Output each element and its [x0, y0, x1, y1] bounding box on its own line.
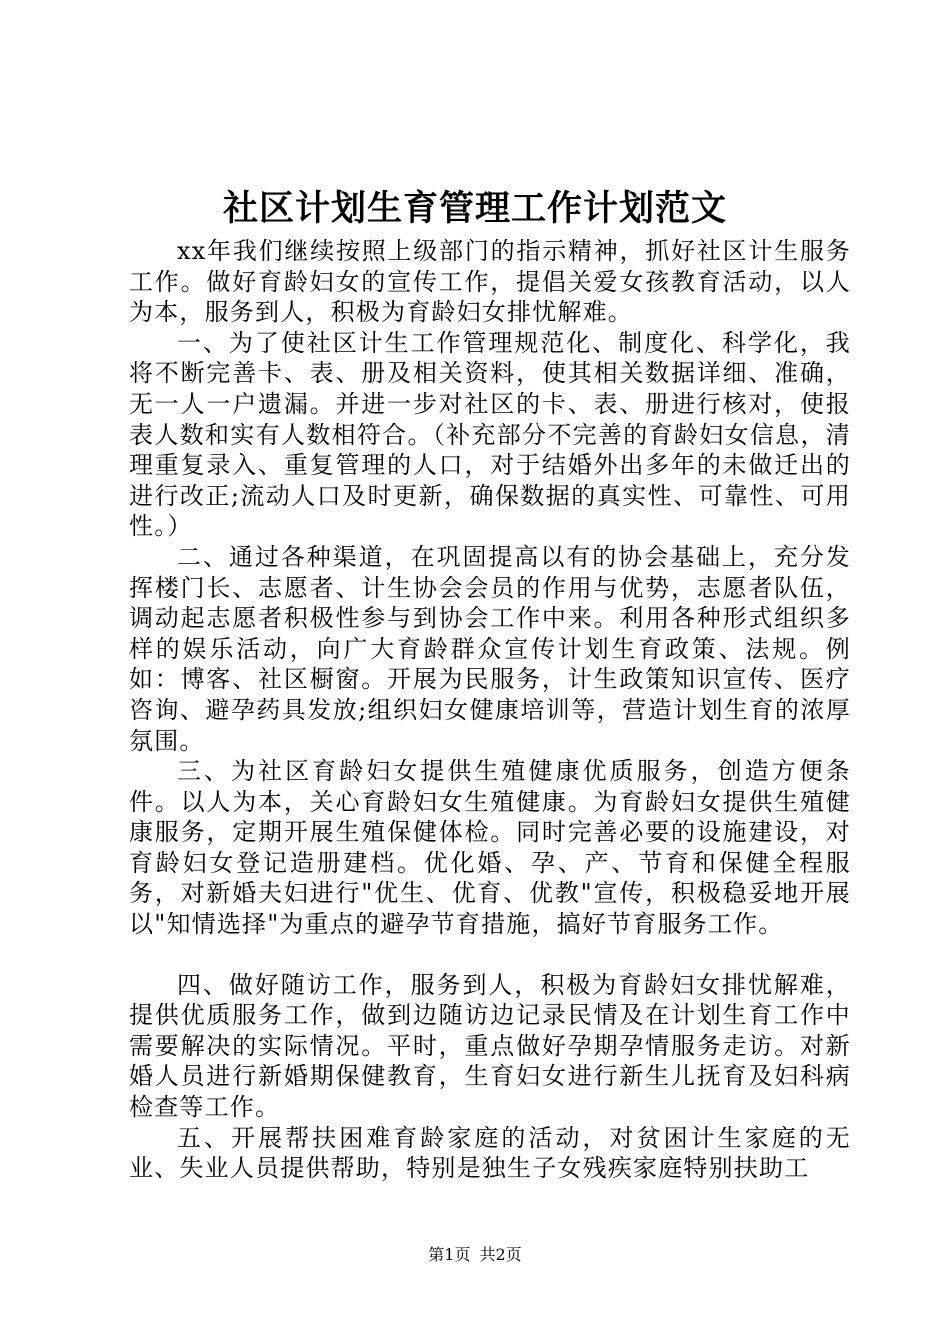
paragraph-spacer [129, 940, 851, 970]
paragraph-item-3: 三、为社区育龄妇女提供生殖健康优质服务，创造方便条件。以人为本，关心育龄妇女生殖健康。为育龄妇女提供生殖健康服务，定期开展生殖保健体检。同时完善必要的设施建设，对育龄妇女登记造册建档。优化婚、孕、产、节育和保健全程服务，对新婚夫妇进行"优生、优育、优教"宣传，积极稳妥地开展以"知情选择"为重点的避孕节育措施，搞好节育服务工作。 [129, 757, 851, 939]
paragraph-item-1: 一、为了使社区计生工作管理规范化、制度化、科学化，我将不断完善卡、表、册及相关资料，使其相关数据详细、准确，无一人一户遗漏。并进一步对社区的卡、表、册进行核对，使报表人数和实有人数相符合。（补充部分不完善的育龄妇女信息，清理重复录入、重复管理的人口，对于结婚外出多年的未做迁出的进行改正;流动人口及时更新，确保数据的真实性、可靠性、可用性。） [129, 328, 851, 541]
paragraph-intro: xx年我们继续按照上级部门的指示精神，抓好社区计生服务工作。做好育龄妇女的宣传工作，提倡关爱女孩教育活动，以人为本，服务到人，积极为育龄妇女排忧解难。 [129, 237, 851, 327]
paragraph-item-4: 四、做好随访工作，服务到人，积极为育龄妇女排忧解难，提供优质服务工作，做到边随访边记录民情及在计划生育工作中需要解决的实际情况。平时，重点做好孕期孕情服务走访。对新婚人员进行新婚期保健教育，生育妇女进行新生儿抚育及妇科病检查等工作。 [129, 970, 851, 1122]
document-body [129, 236, 851, 1184]
document-title: 社区计划生育管理工作计划范文 [222, 188, 727, 229]
paragraph-item-5: 五、开展帮扶困难育龄家庭的活动，对贫困计生家庭的无业、失业人员提供帮助，特别是独生子女残疾家庭特别扶助工 [129, 1123, 851, 1183]
page-footer [0, 1245, 950, 1265]
page-total: 共2页 [479, 1245, 522, 1264]
paragraph-item-2: 二、通过各种渠道，在巩固提高以有的协会基础上，充分发挥楼门长、志愿者、计生协会会员的作用与优势，志愿者队伍，调动起志愿者积极性参与到协会工作中来。利用各种形式组织多样的娱乐活动，向广大育龄群众宣传计划生育政策、法规。例如：博客、社区橱窗。开展为民服务，计生政策知识宣传、医疗咨询、避孕药具发放;组织妇女健康培训等，营造计划生育的浓厚氛围。 [129, 542, 851, 755]
page-number: 第1页 [428, 1245, 471, 1264]
